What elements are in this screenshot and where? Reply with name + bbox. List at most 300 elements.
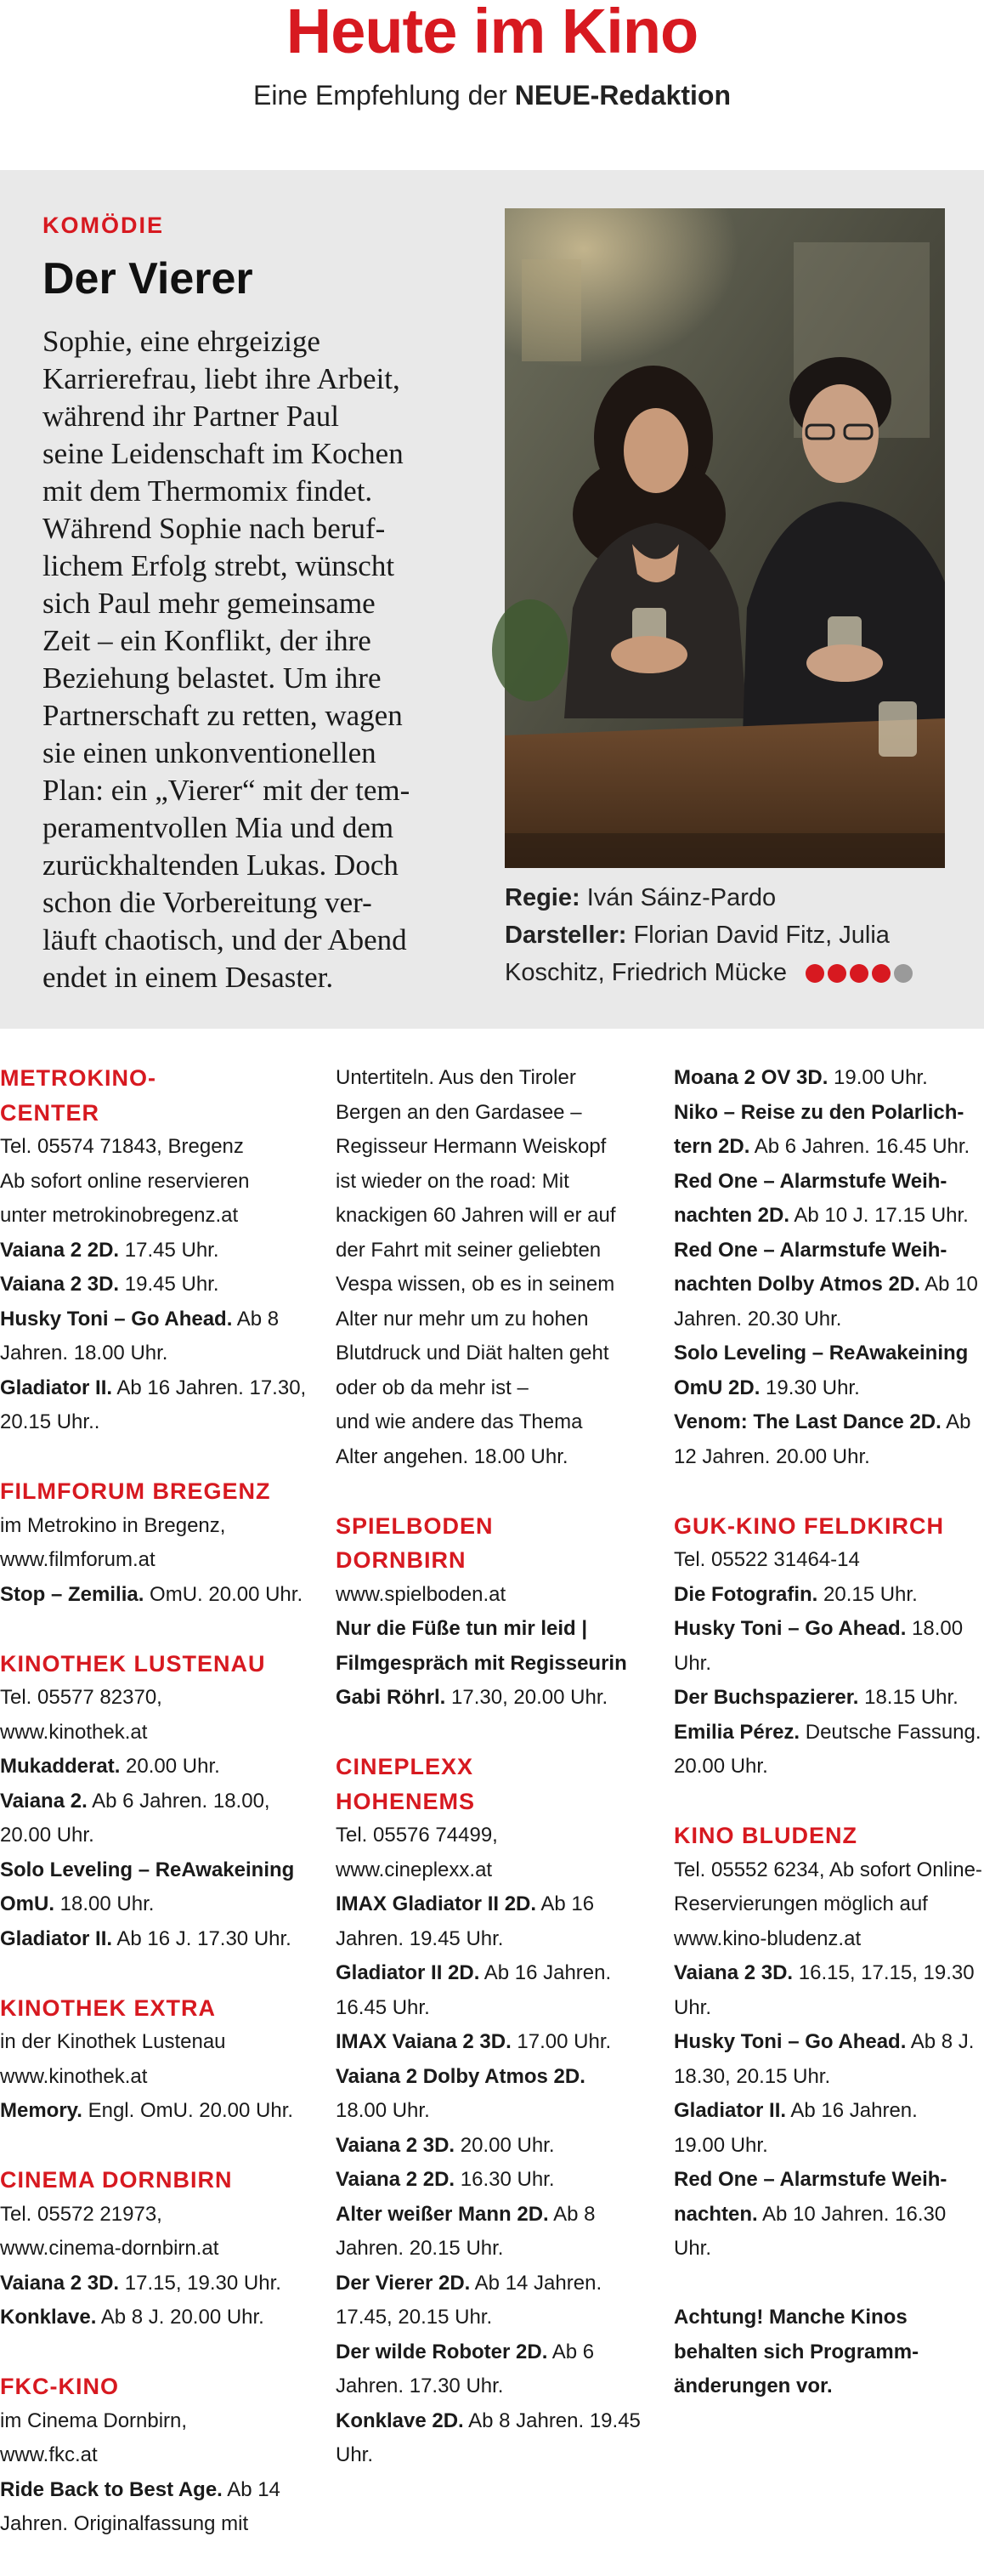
- listing-line: [0, 1784, 310, 1819]
- listing-line: [336, 1991, 654, 2026]
- listing-text: www.cineplexx.at: [336, 1858, 493, 1881]
- film-title-text: Vaiana 2 2D.: [0, 1238, 120, 1262]
- synopsis-line: Zeit – ein Konflikt, der ihre: [42, 624, 371, 657]
- listing-text: Ab 16 Jahren.: [479, 1961, 612, 1984]
- listing-line: [336, 1853, 654, 1888]
- listing-line: [0, 1199, 310, 1234]
- listing-text: Tel. 05522 31464-14: [674, 1548, 860, 1571]
- cinema-block: [0, 2163, 310, 2335]
- listing-line: [336, 1234, 654, 1268]
- film-title-text: Nur die Füße tun mir leid |: [336, 1617, 588, 1640]
- film-title-text: behalten sich Programm-: [674, 2340, 919, 2363]
- listing-line: [336, 1647, 654, 1682]
- listing-text: Ab 8 Jahren. 19.45: [463, 2409, 641, 2432]
- film-title-text: änderungen vor.: [674, 2375, 833, 2397]
- listing-line: [336, 1302, 654, 1337]
- listing-line: [0, 1887, 310, 1922]
- listing-line: [336, 1096, 654, 1131]
- film-still-photo: [505, 208, 945, 868]
- listing-line: [0, 1165, 310, 1200]
- listing-line: [336, 2267, 654, 2301]
- page-subtitle: [0, 80, 984, 111]
- listing-line: [0, 2438, 310, 2473]
- listing-line: [336, 2060, 654, 2095]
- listing-line: [674, 2163, 984, 2198]
- listing-line: [336, 1061, 654, 1096]
- listing-text: Jahren. 18.00 Uhr.: [0, 1342, 168, 1365]
- listing-line: [336, 1165, 654, 1200]
- listing-line: [336, 1612, 654, 1647]
- synopsis-line: endet in einem Desaster.: [42, 961, 334, 994]
- listing-line: [336, 1956, 654, 1991]
- listing-text: Reservierungen möglich auf: [674, 1892, 928, 1915]
- feature-box: [0, 170, 984, 1029]
- listing-text: Deutsche Fassung.: [800, 1720, 981, 1744]
- listing-text: Uhr.: [674, 2237, 712, 2260]
- listing-line: [336, 2129, 654, 2164]
- listing-line: [336, 1371, 654, 1406]
- listing-line: [0, 1234, 310, 1268]
- film-title-text: Vaiana 2 3D.: [674, 1961, 794, 1984]
- listing-line: [336, 2404, 654, 2439]
- listing-line: [336, 2198, 654, 2233]
- listing-text: Ab sofort online reservieren: [0, 1169, 250, 1193]
- listing-text: Ab 10 Jahren. 16.30: [757, 2202, 947, 2226]
- film-title-text: Niko – Reise zu den Polarlich-: [674, 1100, 964, 1124]
- feature-genre: KOMÖDIE: [42, 213, 165, 238]
- listing-text: Uhr.: [674, 1995, 712, 2019]
- listing-text: 17.15, 19.30 Uhr.: [119, 2271, 281, 2295]
- film-title-text: Venom: The Last Dance 2D.: [674, 1410, 942, 1433]
- listing-line: [0, 1509, 310, 1544]
- cinema-name: KINOTHEK LUSTENAU: [0, 1650, 266, 1677]
- film-title-text: Husky Toni – Go Ahead.: [0, 1307, 233, 1331]
- film-title-text: Vaiana 2 3D.: [0, 1273, 120, 1296]
- listing-text: Vespa wissen, ob es in seinem: [336, 1273, 615, 1296]
- listing-line: [674, 1336, 984, 1371]
- listing-text: Alter nur mehr um zu hohen: [336, 1307, 589, 1331]
- film-title-text: Gladiator II.: [0, 1376, 113, 1399]
- film-title-text: Vaiana 2 Dolby Atmos 2D.: [336, 2064, 585, 2088]
- film-title-text: Moana 2 OV 3D.: [674, 1066, 828, 1089]
- listing-text: Tel. 05574 71843, Bregenz: [0, 1135, 244, 1158]
- film-title-text: Red One – Alarmstufe Weih-: [674, 2168, 947, 2191]
- listing-text: ist wieder on the road: Mit: [336, 1169, 569, 1193]
- listing-line: [336, 1405, 654, 1440]
- director-name: Iván Sáinz-Pardo: [580, 884, 777, 911]
- listing-line: [0, 1853, 310, 1888]
- listing-line: [0, 2473, 310, 2508]
- listing-text: Jahren. 20.30 Uhr.: [674, 1307, 842, 1331]
- subtitle-brand: NEUE-Redaktion: [514, 80, 731, 111]
- listing-line: [674, 1199, 984, 1234]
- listing-line: [674, 1922, 984, 1957]
- listing-text: www.kino-bludenz.at: [674, 1926, 862, 1950]
- listing-line: [674, 1750, 984, 1784]
- rating-dot-filled: [872, 964, 891, 983]
- listing-line: [336, 1887, 654, 1922]
- film-title-text: Solo Leveling – ReAwakeining: [0, 1858, 295, 1881]
- listing-text: Ab: [941, 1410, 971, 1433]
- rating-dot-filled: [806, 964, 824, 983]
- film-title-text: IMAX Gladiator II 2D.: [336, 1892, 537, 1915]
- listing-line: [336, 1130, 654, 1165]
- listing-text: 16.30 Uhr.: [455, 2168, 555, 2191]
- listing-text: www.cinema-dornbirn.at: [0, 2237, 219, 2260]
- listing-line: [674, 1716, 984, 1750]
- listing-text: 20.15 Uhr.: [817, 1582, 918, 1606]
- listing-text: 20.15 Uhr..: [0, 1410, 100, 1433]
- listing-line: [0, 1681, 310, 1716]
- listing-line: [674, 2094, 984, 2129]
- listing-line: [674, 1061, 984, 1096]
- film-title-text: Vaiana 2.: [0, 1789, 88, 1813]
- listing-text: Ab 8 J. 20.00 Uhr.: [96, 2306, 264, 2329]
- listing-line: [674, 1405, 984, 1440]
- listing-line: [0, 1268, 310, 1302]
- cinema-block: [674, 1819, 984, 2267]
- film-title-text: Gabi Röhrl.: [336, 1686, 446, 1709]
- listing-text: in der Kinothek Lustenau: [0, 2030, 226, 2053]
- listing-line: [0, 1371, 310, 1406]
- cinema-block: [674, 2301, 984, 2404]
- cinema-name: CINEPLEXX: [336, 1754, 474, 1779]
- listing-line: [336, 1922, 654, 1957]
- listing-line: [336, 2232, 654, 2267]
- cinema-block: [0, 1647, 310, 1957]
- cinema-block: [674, 1061, 984, 1474]
- listing-text: www.kinothek.at: [0, 2064, 148, 2088]
- page-title: Heute im Kino: [286, 0, 698, 66]
- listing-text: Ab 16 J. 17.30 Uhr.: [112, 1926, 291, 1950]
- listing-line: [336, 2025, 654, 2060]
- listing-line: [336, 1819, 654, 1853]
- listing-line: [0, 1543, 310, 1578]
- listing-text: Ab 14: [222, 2477, 280, 2501]
- listing-text: 18.00 Uhr.: [336, 2099, 430, 2122]
- subtitle-prefix: Eine Empfehlung der: [253, 80, 515, 111]
- film-title-text: Alter weißer Mann 2D.: [336, 2202, 549, 2226]
- listing-text: 12 Jahren. 20.00 Uhr.: [674, 1444, 870, 1468]
- listing-line: [674, 1234, 984, 1268]
- director-line: [505, 879, 964, 916]
- listing-line: [0, 1405, 310, 1440]
- cinema-name: KINO BLUDENZ: [674, 1823, 857, 1848]
- listing-text: 18.00: [906, 1617, 964, 1640]
- listing-text: Jahren. Originalfassung mit: [0, 2512, 249, 2535]
- listing-text: Engl. OmU. 20.00 Uhr.: [82, 2099, 294, 2122]
- listing-line: [0, 1130, 310, 1165]
- listing-text: Tel. 05552 6234, Ab sofort Online-: [674, 1858, 982, 1881]
- cast-names-line1: Florian David Fitz, Julia: [626, 922, 890, 949]
- listing-text: 19.00 Uhr.: [828, 1066, 928, 1089]
- listings-column-1: [0, 1061, 310, 2576]
- listing-text: Ab 16 Jahren. 17.30,: [112, 1376, 307, 1399]
- listing-line: [674, 1371, 984, 1406]
- rating-dot-filled: [850, 964, 868, 983]
- synopsis-line: Sophie, eine ehrgeizige: [42, 325, 320, 358]
- film-title-text: Konklave 2D.: [336, 2409, 464, 2432]
- listing-text: knackigen 60 Jahren will er auf: [336, 1204, 616, 1227]
- listing-line: [674, 1578, 984, 1613]
- listing-line: [336, 1681, 654, 1716]
- feature-synopsis: [42, 323, 484, 996]
- listing-line: [0, 2301, 310, 2335]
- feature-title: Der Vierer: [42, 254, 253, 304]
- film-title-text: Mukadderat.: [0, 1755, 121, 1778]
- cinema-block: [336, 1509, 654, 1716]
- listing-text: Regisseur Hermann Weiskopf: [336, 1135, 607, 1158]
- listing-line: [674, 1130, 984, 1165]
- film-title-text: Gladiator II.: [0, 1926, 113, 1950]
- listing-text: www.fkc.at: [0, 2443, 98, 2466]
- listing-text: 19.30 Uhr.: [760, 1376, 860, 1399]
- cinema-block: [674, 1509, 984, 1784]
- listing-line: [674, 1096, 984, 1131]
- listing-line: [674, 2060, 984, 2095]
- listing-text: 18.15 Uhr.: [858, 1686, 959, 1709]
- listing-text: Bergen an den Gardasee –: [336, 1100, 582, 1124]
- listing-line: [674, 1165, 984, 1200]
- cinema-name: CINEMA DORNBIRN: [0, 2167, 233, 2193]
- synopsis-line: schon die Vorbereitung ver-: [42, 886, 372, 919]
- listing-text: 17.30, 20.00 Uhr.: [445, 1686, 608, 1709]
- synopsis-line: Beziehung belastet. Um ihre: [42, 661, 382, 695]
- synopsis-line: Während Sophie nach beruf-: [42, 512, 386, 545]
- cinema-name: HOHENEMS: [336, 1788, 476, 1814]
- listing-line: [336, 1336, 654, 1371]
- listing-text: www.kinothek.at: [0, 1720, 148, 1744]
- rating-dot-empty: [894, 964, 913, 983]
- synopsis-line: mit dem Thermomix findet.: [42, 474, 373, 508]
- listing-line: [674, 1268, 984, 1302]
- rating-dot-filled: [828, 964, 846, 983]
- listing-line: [336, 2335, 654, 2370]
- cast-line: [505, 916, 964, 954]
- cinema-name: FKC-KINO: [0, 2374, 119, 2399]
- listing-line: [0, 1336, 310, 1371]
- listing-text: 19.00 Uhr.: [674, 2133, 768, 2157]
- cinema-name: GUK-KINO FELDKIRCH: [674, 1512, 944, 1539]
- listing-text: 20.00 Uhr.: [120, 1755, 220, 1778]
- cinema-name: METROKINO-: [0, 1065, 156, 1091]
- listing-line: [674, 1612, 984, 1647]
- film-title-text: Vaiana 2 2D.: [336, 2168, 455, 2191]
- listing-text: und wie andere das Thema: [336, 1410, 583, 1433]
- listing-text: Ab 6 Jahren. 16.45 Uhr.: [749, 1135, 970, 1158]
- listing-line: [336, 2369, 654, 2404]
- film-title-text: Memory.: [0, 2099, 82, 2122]
- cinema-name: SPIELBODEN: [336, 1512, 494, 1539]
- cinema-block: [0, 1474, 310, 1612]
- listing-text: www.filmforum.at: [0, 1548, 156, 1571]
- masthead: [0, 0, 984, 170]
- cast-label: Darsteller:: [505, 922, 627, 949]
- listing-text: Ab 6 Jahren. 18.00,: [87, 1789, 270, 1813]
- film-title-text: IMAX Vaiana 2 3D.: [336, 2030, 512, 2053]
- listing-text: Tel. 05576 74499,: [336, 1824, 498, 1847]
- listing-line: [336, 1578, 654, 1613]
- listing-line: [674, 1887, 984, 1922]
- listing-text: 17.45, 20.15 Uhr.: [336, 2306, 493, 2329]
- listing-line: [336, 1199, 654, 1234]
- listing-line: [0, 1922, 310, 1957]
- synopsis-line: läuft chaotisch, und der Abend: [42, 923, 407, 956]
- film-title-text: Der Buchspazierer.: [674, 1686, 859, 1709]
- synopsis-line: seine Leidenschaft im Kochen: [42, 437, 404, 470]
- synopsis-line: während ihr Partner Paul: [42, 400, 339, 433]
- listing-text: oder ob da mehr ist –: [336, 1376, 529, 1399]
- listing-line: [674, 2025, 984, 2060]
- film-title-text: Die Fotografin.: [674, 1582, 818, 1606]
- listing-line: [0, 1716, 310, 1750]
- listing-text: Ab 10 J. 17.15 Uhr.: [789, 1204, 969, 1227]
- film-title-text: OmU.: [0, 1892, 55, 1915]
- cast-names-line2: Koschitz, Friedrich Mücke: [505, 959, 787, 986]
- listing-line: [0, 1819, 310, 1853]
- listing-text: Ab 16 Jahren.: [786, 2099, 918, 2122]
- synopsis-line: sie einen unkonventionellen: [42, 736, 376, 769]
- film-title-text: Solo Leveling – ReAwakeining: [674, 1342, 969, 1365]
- cinema-block: [0, 1061, 310, 1440]
- listing-line: [674, 1302, 984, 1337]
- listing-text: 18.00 Uhr.: [54, 1892, 155, 1915]
- film-title-text: Filmgespräch mit Regisseurin: [336, 1651, 627, 1675]
- listing-line: [674, 1956, 984, 1991]
- listing-text: 17.00 Uhr.: [511, 2030, 612, 2053]
- listing-line: [0, 2404, 310, 2439]
- cinema-name: KINOTHEK EXTRA: [0, 1994, 217, 2021]
- feature-credits: [505, 879, 964, 991]
- film-title-text: Emilia Pérez.: [674, 1720, 800, 1744]
- film-title-text: nachten 2D.: [674, 1204, 790, 1227]
- listing-text: Blutdruck und Diät halten geht: [336, 1342, 609, 1365]
- synopsis-line: Partnerschaft zu retten, wagen: [42, 699, 403, 732]
- listing-line: [336, 2163, 654, 2198]
- listing-line: [674, 2232, 984, 2267]
- listing-text: Jahren. 17.30 Uhr.: [336, 2375, 504, 2397]
- listing-line: [0, 1750, 310, 1784]
- listing-text: 20.00 Uhr.: [674, 1755, 768, 1778]
- synopsis-line: lichem Erfolg strebt, wünscht: [42, 549, 395, 582]
- listing-text: www.spielboden.at: [336, 1582, 506, 1606]
- listing-line: [0, 1578, 310, 1613]
- listing-line: [674, 1440, 984, 1475]
- listing-text: Ab 16: [536, 1892, 595, 1915]
- synopsis-line: peramentvollen Mia und dem: [42, 811, 394, 844]
- listing-line: [0, 2507, 310, 2542]
- listing-line: [674, 1991, 984, 2026]
- listing-text: unter metrokinobregenz.at: [0, 1204, 239, 1227]
- listing-text: 16.15, 17.15, 19.30: [793, 1961, 975, 1984]
- synopsis-line: Plan: ein „Vierer“ mit der tem-: [42, 774, 410, 807]
- listing-text: Ab 8 J.: [906, 2030, 975, 2053]
- cinema-block: [336, 1061, 654, 1474]
- film-title-text: Achtung! Manche Kinos: [674, 2306, 908, 2329]
- cast-line-2: [505, 954, 964, 991]
- listings-column-2: [336, 1061, 654, 2507]
- listing-text: im Metrokino in Bregenz,: [0, 1513, 226, 1537]
- listing-line: [0, 2025, 310, 2060]
- synopsis-line: Karrierefrau, liebt ihre Arbeit,: [42, 362, 400, 395]
- film-still-illustration: [505, 208, 945, 868]
- listing-text: Untertiteln. Aus den Tiroler: [336, 1066, 576, 1089]
- listing-text: Ab 14 Jahren.: [470, 2271, 602, 2295]
- film-title-text: Vaiana 2 3D.: [0, 2271, 120, 2295]
- film-title-text: Red One – Alarmstufe Weih-: [674, 1238, 947, 1262]
- listing-line: [674, 1543, 984, 1578]
- film-title-text: Husky Toni – Go Ahead.: [674, 1617, 907, 1640]
- film-title-text: Der Vierer 2D.: [336, 2271, 471, 2295]
- listing-text: Uhr.: [674, 1651, 712, 1675]
- film-title-text: Stop – Zemilia.: [0, 1582, 144, 1606]
- listing-text: Ab 10: [919, 1273, 978, 1296]
- listing-text: Uhr.: [336, 2443, 374, 2466]
- listing-line: [0, 2094, 310, 2129]
- film-title-text: Konklave.: [0, 2306, 97, 2329]
- listing-line: [674, 1647, 984, 1682]
- listing-line: [674, 2129, 984, 2164]
- cinema-block: [0, 1991, 310, 2129]
- film-title-text: nachten.: [674, 2202, 758, 2226]
- listing-line: [0, 2232, 310, 2267]
- listing-text: 20.00 Uhr.: [0, 1824, 94, 1847]
- listing-text: 19.45 Uhr.: [119, 1273, 219, 1296]
- listing-text: der Fahrt mit seiner geliebten: [336, 1238, 602, 1262]
- listing-text: Ab 8: [548, 2202, 596, 2226]
- film-title-text: Vaiana 2 3D.: [336, 2133, 455, 2157]
- synopsis-line: zurückhaltenden Lukas. Doch: [42, 848, 399, 882]
- listing-line: [0, 2267, 310, 2301]
- director-label: Regie:: [505, 884, 580, 911]
- listing-line: [674, 2198, 984, 2233]
- listing-line: [0, 1302, 310, 1337]
- cinema-name: FILMFORUM BREGENZ: [0, 1478, 271, 1504]
- listing-line: [674, 1681, 984, 1716]
- film-title-text: Der wilde Roboter 2D.: [336, 2340, 548, 2363]
- listing-text: 17.45 Uhr.: [119, 1238, 219, 1262]
- synopsis-line: sich Paul mehr gemeinsame: [42, 587, 376, 620]
- listing-text: Ab 6: [547, 2340, 595, 2363]
- cinema-block: [0, 2369, 310, 2542]
- listing-text: Tel. 05577 82370,: [0, 1686, 162, 1709]
- film-title-text: Red One – Alarmstufe Weih-: [674, 1169, 947, 1193]
- film-title-text: tern 2D.: [674, 1135, 750, 1158]
- cinema-name: DORNBIRN: [336, 1547, 467, 1573]
- listing-line: [336, 2301, 654, 2335]
- film-title-text: nachten Dolby Atmos 2D.: [674, 1273, 920, 1296]
- film-title-text: Gladiator II.: [674, 2099, 787, 2122]
- listing-line: [336, 2438, 654, 2473]
- listings-column-3: [674, 1061, 984, 2438]
- film-title-text: Husky Toni – Go Ahead.: [674, 2030, 907, 2053]
- rating-dots: [806, 964, 913, 983]
- cinema-name: CENTER: [0, 1099, 100, 1126]
- film-title-text: Gladiator II 2D.: [336, 1961, 480, 1984]
- listing-text: Jahren. 19.45 Uhr.: [336, 1926, 504, 1950]
- film-title-text: Ride Back to Best Age.: [0, 2477, 223, 2501]
- listing-text: OmU. 20.00 Uhr.: [144, 1582, 303, 1606]
- listing-line: [674, 1853, 984, 1888]
- listing-line: [336, 1440, 654, 1475]
- listing-text: Alter angehen. 18.00 Uhr.: [336, 1444, 568, 1468]
- cinema-block: [336, 1750, 654, 2473]
- listing-line: [0, 2060, 310, 2095]
- listing-line: [336, 2094, 654, 2129]
- listing-text: im Cinema Dornbirn,: [0, 2409, 188, 2432]
- listing-text: Jahren. 20.15 Uhr.: [336, 2237, 504, 2260]
- listing-line: [0, 2198, 310, 2233]
